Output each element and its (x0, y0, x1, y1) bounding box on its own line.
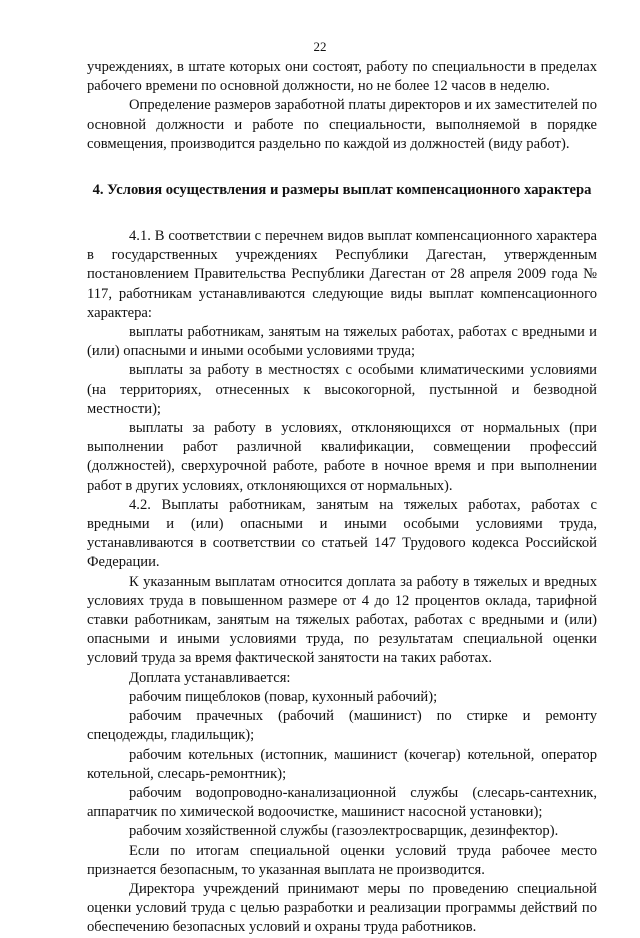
paragraph: 4.2. Выплаты работникам, занятым на тяжелых работах, работах с вредными и (или) опасными и иными особыми условиями труда, устанавливаются в соответствии со статьей 147 Трудового кодекса Российской Федерации. (87, 496, 597, 571)
paragraph: К указанным выплатам относится доплата за работу в тяжелых и вредных условиях труда в повышенном размере от 4 до 12 процентов оклада, тарифной ставки работникам, занятым на тяжелых работах, работах с вредными и (или) опасными и иными условиями труда, по результатам специальной оценки условий труда за время фактической занятости на таких работах. (87, 573, 597, 667)
page-number: 22 (313, 39, 327, 54)
paragraph: Если по итогам специальной оценки условий труда рабочее место признается безопасным, то указанная выплата не производится. (87, 842, 597, 878)
paragraph: рабочим водопроводно-канализационной службы (слесарь-сантехник, аппаратчик по химической водоочистке, машинист насосной установки); (87, 784, 597, 821)
paragraph: рабочим прачечных (рабочий (машинист) по стирке и ремонту спецодежды, гладильщик); (87, 708, 597, 744)
section-heading: 4. Условия осуществления и размеры выплат компенсационного характера (92, 182, 592, 199)
paragraphs-after-heading (87, 227, 597, 938)
paragraph: выплаты работникам, занятым на тяжелых работах, работах с вредными и (или) опасными и иными особыми условиями труда; (87, 324, 597, 360)
paragraphs-before-heading (87, 58, 597, 154)
page-body (87, 58, 597, 938)
paragraph: Определение размеров заработной платы директоров и их заместителей по основной должности и работе по специальности, выполняемой в порядке совмещения, производится раздельно по каждой из должностей (виду работ). (87, 97, 597, 152)
paragraph: Директора учреждений принимают меры по проведению специальной оценки условий труда с целью разработки и реализации программы действий по обеспечению безопасных условий и охраны труда работников. (87, 880, 597, 936)
paragraph: 4.1. В соответствии с перечнем видов выплат компенсационного характера в государственных учреждениях Республики Дагестан, утвержденным постановлением Правительства Республики Дагестан от 28 апреля 2009 года № 117, работникам устанавливаются следующие виды выплат компенсационного характера: (87, 228, 597, 321)
paragraph: учреждениях, в штате которых они состоят, работу по специальности в пределах рабочего времени по основной должности, но не более 12 часов в неделю. (87, 59, 597, 95)
paragraph: рабочим хозяйственной службы (газоэлектросварщик, дезинфектор). (129, 823, 559, 840)
paragraph: рабочим котельных (истопник, машинист (кочегар) котельной, оператор котельной, слесарь-ремонтник); (87, 746, 597, 782)
paragraph: выплаты за работу в местностях с особыми климатическими условиями (на территориях, отнесенных к высокогорной, пустынной и безводной местности); (87, 362, 597, 417)
paragraph: выплаты за работу в условиях, отклоняющихся от нормальных (при выполнении работ различной квалификации, совмещении профессий (должностей), сверхурочной работе, работе в ночное время и при выполнении работ в других условиях, отклоняющихся от нормальных). (87, 420, 597, 494)
paragraph: рабочим пищеблоков (повар, кухонный рабочий); (129, 688, 438, 705)
paragraph: Доплата устанавливается: (129, 669, 291, 686)
